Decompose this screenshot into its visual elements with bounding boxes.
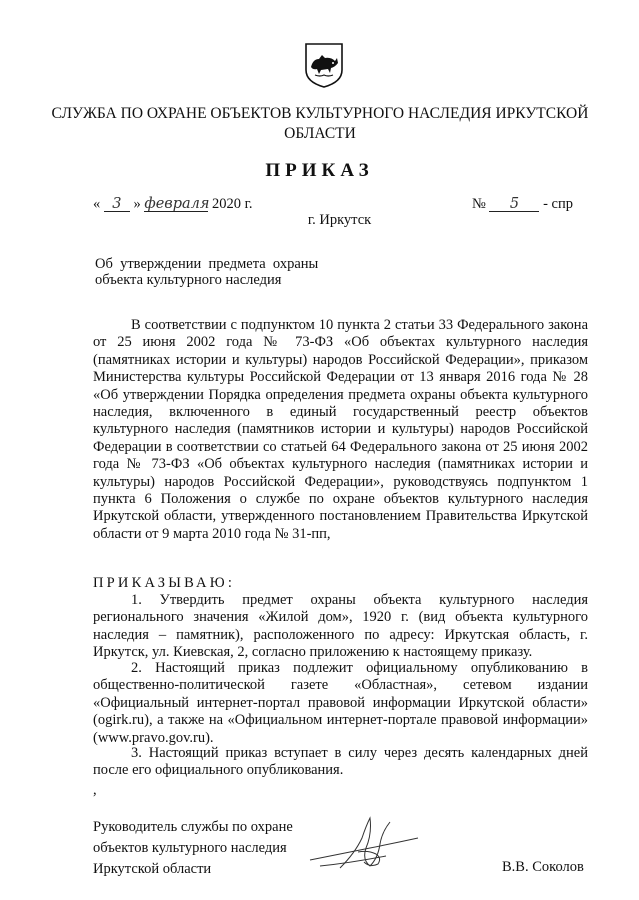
organization-name-line1: СЛУЖБА ПО ОХРАНЕ ОБЪЕКТОВ КУЛЬТУРНОГО НАСЛЕДИЯ ИРКУТСКОЙ xyxy=(51,105,589,122)
signer-position-line3: Иркутской области xyxy=(93,861,212,877)
preamble-paragraph: В соответствии с подпунктом 10 пункта 2 статьи 33 Федерального закона от 25 июня 2002 года № 73-ФЗ «Об объектах культурного наследия (памятниках истории и культуры) народов Российской Федерации», приказом Министерства культуры Российской Федерации от 13 января 2016 года № 28 «Об утверждении Порядка определения предмета охраны объекта культурного наследия, включенного в единый государственный реестр объектов культурного наследия (памятников истории и культуры) народов Российской Федерации в соответствии со статьей 64 Федерального закона от 25 июня 2002 года № 73-ФЗ «Об объектах культурного наследия (памятниках истории и культуры) народов Российской Федерации», руководствуясь подпунктом 1 пункта 6 Положения о службе по охране объектов культурного наследия Иркутской области, утвержденного постановлением Правительства Иркутской области от 9 марта 2010 года № 31-пп, xyxy=(93,317,588,542)
date-quote-open: « xyxy=(93,196,101,212)
number-value: 5 xyxy=(489,197,539,212)
document-number xyxy=(472,196,573,213)
document-type-title: ПРИКАЗ xyxy=(265,160,374,181)
order-heading: ПРИКАЗЫВАЮ: xyxy=(93,575,236,591)
date-quote-close: » xyxy=(133,196,141,212)
coat-of-arms-icon xyxy=(304,42,344,88)
stray-mark: , xyxy=(93,782,97,798)
subject-line2: объекта культурного наследия xyxy=(95,272,282,288)
signer-position-line2: объектов культурного наследия xyxy=(93,840,287,856)
handwritten-signature-icon xyxy=(300,808,430,878)
document-subject xyxy=(95,256,318,288)
signer-position xyxy=(93,817,293,880)
signer-position-line1: Руководитель службы по охране xyxy=(93,819,293,835)
organization-name xyxy=(40,104,600,144)
document-date xyxy=(93,196,253,213)
document-city: г. Иркутск xyxy=(307,212,372,228)
organization-name-line2: ОБЛАСТИ xyxy=(284,125,356,142)
subject-line1: Об утверждении предмета охраны xyxy=(95,256,319,272)
order-item-3: 3. Настоящий приказ вступает в силу через десять календарных дней после его официального опубликования. xyxy=(93,745,588,779)
date-day: 3 xyxy=(104,197,130,212)
order-item-2: 2. Настоящий приказ подлежит официальному опубликованию в общественно-политической газете «Областная», сетевом издании «Официальный интернет-портал правовой информации Иркутской области» (ogirk.ru), а также на «Официальном интернет-портале правовой информации» (www.pravo.gov.ru). xyxy=(93,660,588,746)
date-year: 2020 г. xyxy=(212,196,253,212)
number-suffix: - спр xyxy=(543,196,573,212)
signer-name: В.В. Соколов xyxy=(502,859,584,875)
number-prefix: № xyxy=(472,196,486,212)
date-month: февраля xyxy=(144,196,210,212)
order-item-1: 1. Утвердить предмет охраны объекта культурного наследия регионального значения «Жилой дом», 1920 г. (вид объекта культурного наследия – памятник), расположенного по адресу: Иркутская область, г. Иркутск, ул. Киевская, 2, согласно приложению к настоящему приказу. xyxy=(93,592,588,661)
